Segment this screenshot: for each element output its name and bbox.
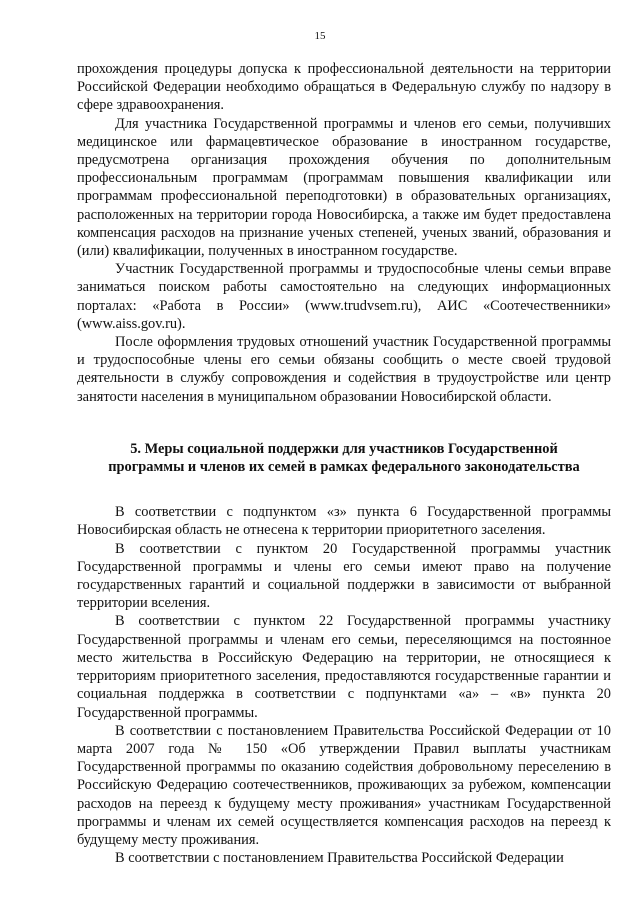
section-heading-line-2: программы и членов их семей в рамках федерального законодательства	[108, 459, 580, 476]
document-body	[77, 60, 611, 867]
paragraph-point-22: В соответствии с пунктом 22 Государственной программы участнику Государственной программы и членам его семьи, переселяющимся на постоянное место жительства в Российскую Федерацию на территории, не относящиеся к территориям приоритетного заселения, предоставляются государственные гарантии и социальная поддержка в соответствии с подпунктами «а» – «в» пункта 20 Государственной программы.	[77, 613, 611, 721]
section-heading-line-1: 5. Меры социальной поддержки для участников Государственной	[130, 440, 558, 457]
paragraph-foreign-education: Для участника Государственной программы и членов его семьи, получивших медицинское или фармацевтическое образование в иностранном государстве, предусмотрена организация прохождения обучения по дополнительным профессиональным программам (программам повышения квалификации или программам профессиональной переподготовки) в образовательных организациях, расположенных на территории города Новосибирска, а также им будет предоставлена компенсация расходов на признание ученых степеней, ученых званий, образования и (или) квалификации, полученных в иностранном государстве.	[77, 115, 611, 260]
page-number: 15	[314, 30, 326, 42]
paragraph-employment-report: После оформления трудовых отношений участник Государственной программы и трудоспособные члены его семьи обязаны сообщить о месте своей трудовой деятельности в службу сопровождения и содействия в трудоустройстве или центр занятости населения в муниципальном образовании Новосибирской области.	[77, 334, 611, 405]
paragraph-point-20: В соответствии с пунктом 20 Государственной программы участник Государственной программы и члены его семьи имеют право на получение государственных гарантий и социальной поддержки в зависимости от выбранной территории вселения.	[77, 540, 611, 612]
paragraph-resolution-150: В соответствии с постановлением Правительства Российской Федерации от 10 марта 2007 года № 150 «Об утверждении Правил выплаты участникам Государственной программы по оказанию содействия добровольному переселению в Российскую Федерацию соотечественников, проживающих за рубежом, компенсации расходов на переезд к будущему месту проживания» участникам Государственной программы и членам их семей осуществляется компенсация расходов на переезд к будущему месту проживания.	[77, 722, 611, 848]
paragraph-resolution-next: В соответствии с постановлением Правительства Российской Федерации	[115, 850, 564, 867]
paragraph-job-search: Участник Государственной программы и трудоспособные члены семьи вправе заниматься поиском работы самостоятельно на следующих информационных порталах: «Работа в России» (www.trudvsem.ru), АИС «Соотечественники» (www.aiss.gov.ru).	[77, 261, 611, 332]
section-heading	[77, 440, 611, 476]
paragraph-continued: прохождения процедуры допуска к профессиональной деятельности на территории Российской Федерации необходимо обращаться в Федеральную службу по надзору в сфере здравоохранения.	[77, 61, 611, 114]
paragraph-priority-territory: В соответствии с подпунктом «з» пункта 6 Государственной программы Новосибирская область не отнесена к территории приоритетного заселения.	[77, 504, 611, 539]
